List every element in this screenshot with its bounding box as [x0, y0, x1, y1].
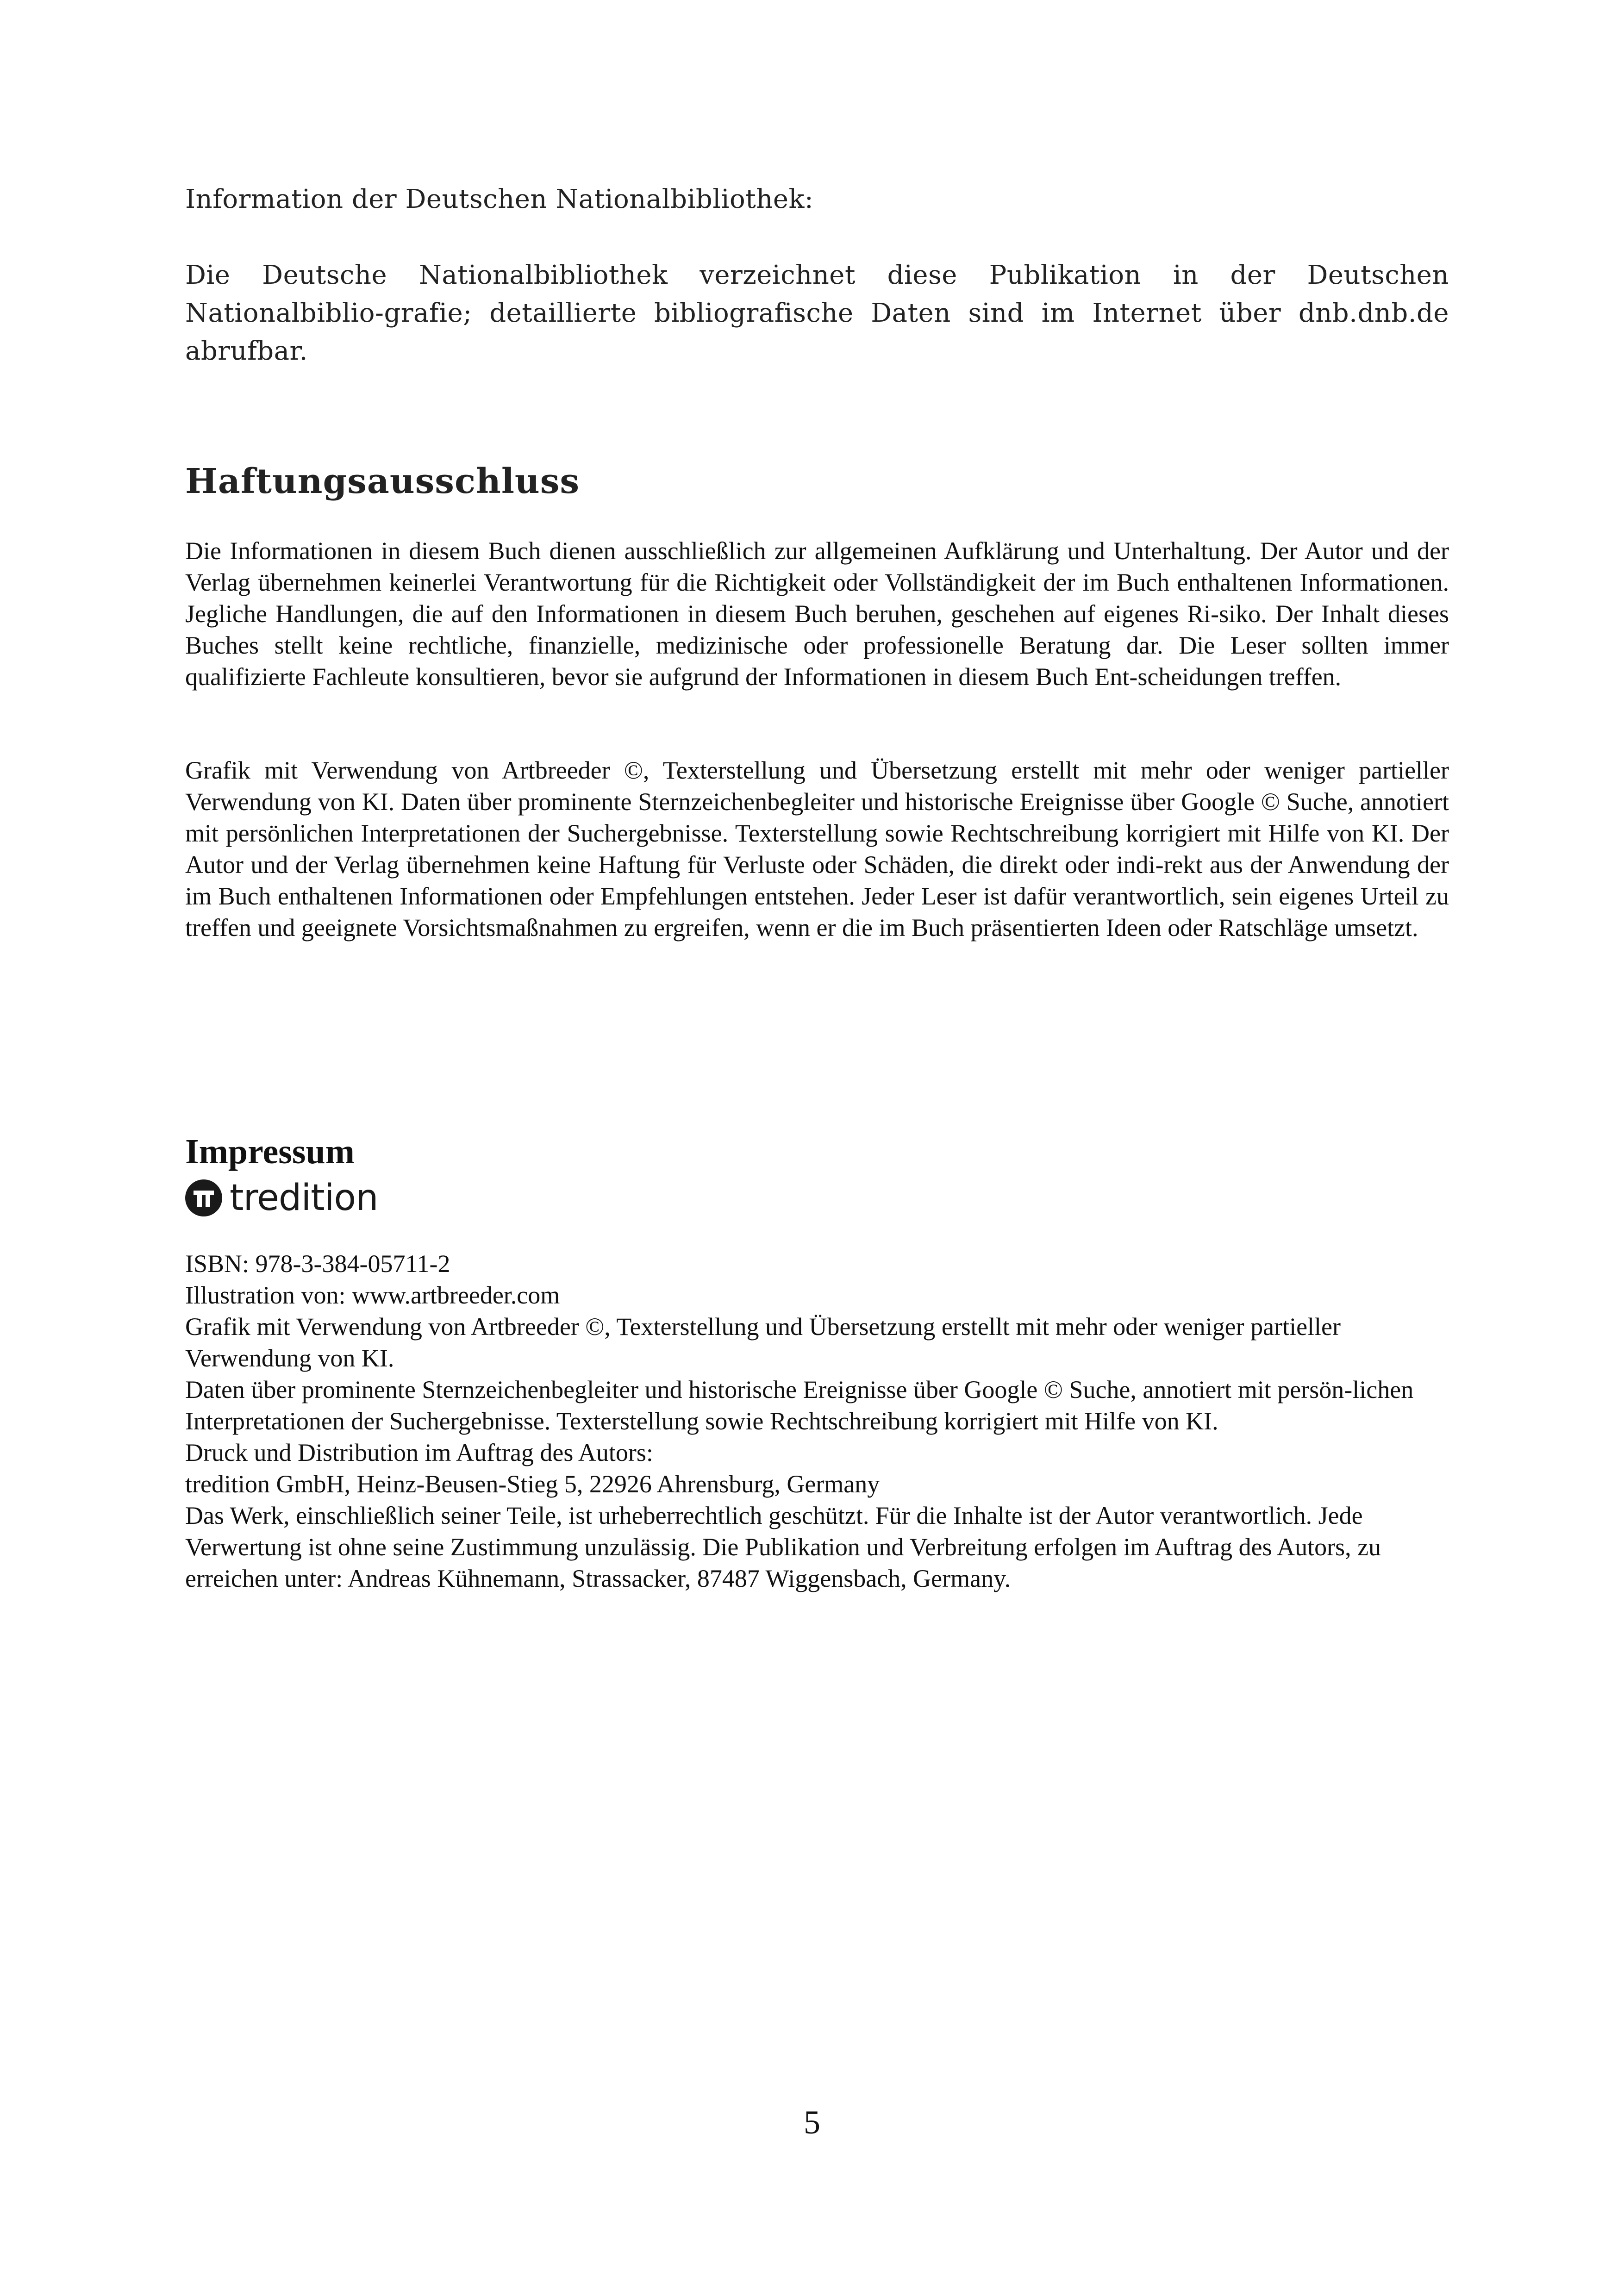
- tredition-logo-icon: [185, 1179, 222, 1216]
- distribution-line: Druck und Distribution im Auftrag des Autors:: [185, 1439, 653, 1466]
- impressum-title: Impressum: [185, 1132, 355, 1171]
- isbn-line: ISBN: 978-3-384-05711-2: [185, 1250, 450, 1278]
- dnb-text: Die Deutsche Nationalbibliothek verzeichnet diese Publikation in der Deutschen Nationalbiblio-grafie; detaillierte bibliografische Daten sind im Internet über dnb.dnb.de abrufbar.: [185, 260, 1449, 366]
- disclaimer-heading: Haftungsausschluss: [185, 461, 580, 501]
- impressum-section: [185, 1129, 1449, 1594]
- data-source-line: Daten über prominente Sternzeichenbegleiter und historische Ereignisse über Google © Suche, annotiert mit persön-lichen Interpretationen der Suchergebnisse. Texterstellung sowie Rechtschreibung korrigiert mit Hilfe von KI.: [185, 1376, 1414, 1435]
- disclaimer-paragraph-1: Die Informationen in diesem Buch dienen ausschließlich zur allgemeinen Aufklärung und Unterhaltung. Der Autor und der Verlag übernehmen keinerlei Verantwortung für die Richtigkeit oder Vollständigkeit der im Buch enthaltenen Informationen. Jegliche Handlungen, die auf den Informationen in diesem Buch beruhen, geschehen auf eigenes Ri-siko. Der Inhalt dieses Buches stellt keine rechtliche, finanzielle, medizinische oder professionelle Beratung dar. Die Leser sollten immer qualifizierte Fachleute konsultieren, bevor sie aufgrund der Informationen in diesem Buch Ent-scheidungen treffen.: [185, 537, 1449, 691]
- dnb-title: Information der Deutschen Nationalbibliothek:: [185, 184, 814, 214]
- disclaimer-paragraph-2: Grafik mit Verwendung von Artbreeder ©, Texterstellung und Übersetzung erstellt mit mehr oder weniger partieller Verwendung von KI. Daten über prominente Sternzeichenbegleiter und historische Ereignisse über Google © Suche, annotiert mit persönlichen Interpretationen der Suchergebnisse. Texterstellung sowie Rechtschreibung korrigiert mit Hilfe von KI. Der Autor und der Verlag übernehmen keine Haftung für Verluste oder Schäden, die direkt oder indi-rekt aus der Anwendung der im Buch enthaltenen Informationen oder Empfehlungen entstehen. Jeder Leser ist dafür verantwortlich, sein eigenes Urteil zu treffen und geeignete Vorsichtsmaßnahmen zu ergreifen, wenn er die im Buch präsentierten Ideen oder Ratschläge umsetzt.: [185, 756, 1449, 942]
- illustration-line: Illustration von: www.artbreeder.com: [185, 1281, 560, 1309]
- impressum-lines: [185, 1248, 1449, 1594]
- dnb-section: [185, 181, 1449, 370]
- page-number: 5: [804, 2104, 820, 2141]
- tredition-logo-text: tredition: [230, 1177, 378, 1219]
- artbreeder-line: Grafik mit Verwendung von Artbreeder ©, Texterstellung und Übersetzung erstellt mit mehr oder weniger partieller Verwendung von KI.: [185, 1313, 1341, 1372]
- copyright-line: Das Werk, einschließlich seiner Teile, ist urheberrechtlich geschützt. Für die Inhalte ist der Autor verantwortlich. Jede Verwertung ist ohne seine Zustimmung unzulässig. Die Publikation und Verbreitung erfolgen im Auftrag des Autors, zu erreichen unter: Andreas Kühnemann, Strassacker, 87487 Wiggensbach, Germany.: [185, 1502, 1381, 1592]
- tredition-logo: [185, 1177, 1449, 1219]
- disclaimer-section: [185, 458, 1449, 943]
- publisher-address-line: tredition GmbH, Heinz-Beusen-Stieg 5, 22926 Ahrensburg, Germany: [185, 1470, 880, 1498]
